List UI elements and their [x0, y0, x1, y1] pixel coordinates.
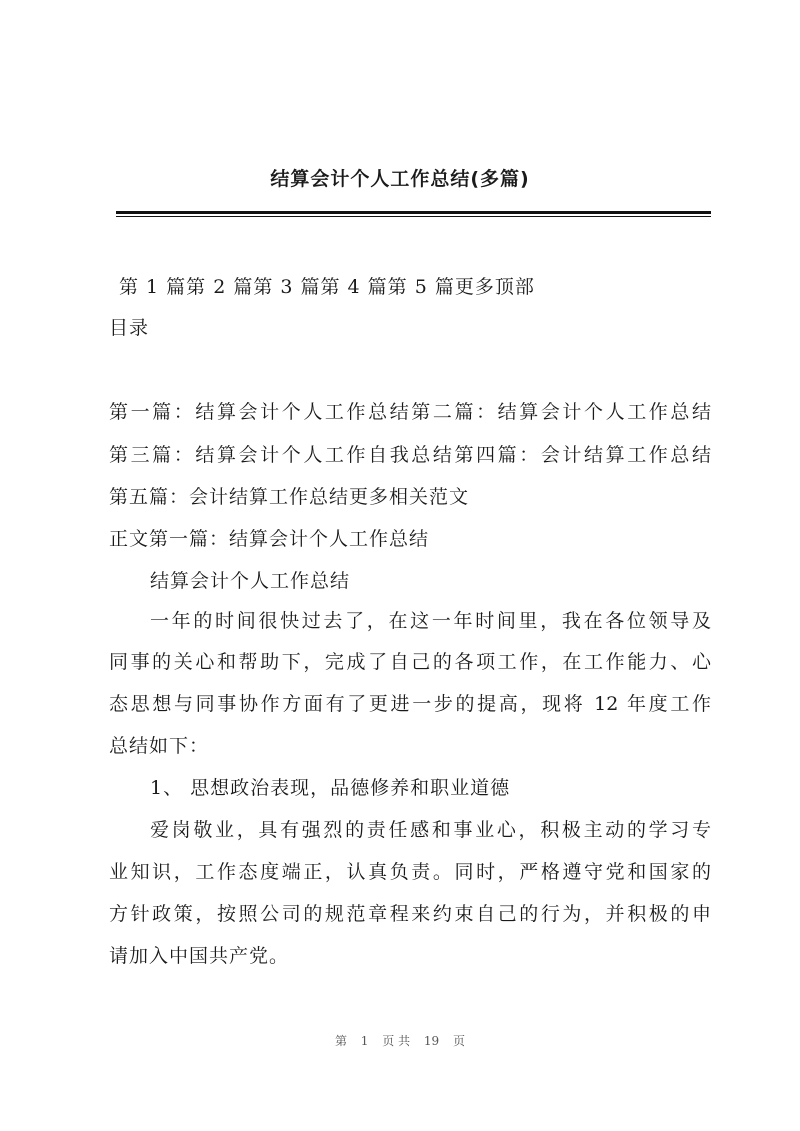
paragraph-line: 方针政策，按照公司的规范章程来约束自己的行为，并积极的申	[109, 903, 711, 925]
document-title: 结算会计个人工作总结(多篇)	[270, 168, 530, 190]
footer-total-pages: 19	[423, 1034, 440, 1048]
paragraph-line: 请加入中国共产党。	[109, 945, 290, 967]
title-rule-thin	[116, 216, 711, 217]
page-footer	[0, 1032, 800, 1050]
footer-word-pages: 页	[453, 1034, 466, 1048]
footer-word-of: 页 共	[382, 1034, 411, 1048]
nav-links[interactable]: 第 1 篇第 2 篇第 3 篇第 4 篇第 5 篇更多顶部	[119, 276, 535, 298]
footer-word-page: 第	[334, 1034, 347, 1048]
paragraph-line: 爱岗敬业，具有强烈的责任感和事业心，积极主动的学习专	[150, 819, 711, 841]
paragraph-line: 同事的关心和帮助下，完成了自己的各项工作，在工作能力、心	[109, 651, 711, 673]
section-heading: 1、 思想政治表现，品德修养和职业道德	[150, 777, 511, 799]
toc-line[interactable]: 第五篇：会计结算工作总结更多相关范文	[109, 486, 470, 508]
toc-line[interactable]: 第三篇：结算会计个人工作自我总结第四篇：会计结算工作总结	[109, 444, 711, 466]
sub-heading: 结算会计个人工作总结	[150, 570, 351, 592]
toc-heading: 目录	[109, 317, 150, 339]
title-rule-thick	[116, 211, 711, 214]
paragraph-line: 态思想与同事协作方面有了更进一步的提高，现将 12 年度工作	[109, 693, 711, 715]
body-heading: 正文第一篇：结算会计个人工作总结	[109, 528, 430, 550]
paragraph-line: 业知识，工作态度端正，认真负责。同时，严格遵守党和国家的	[109, 861, 711, 883]
paragraph-line: 一年的时间很快过去了，在这一年时间里，我在各位领导及	[150, 610, 711, 632]
toc-line[interactable]: 第一篇：结算会计个人工作总结第二篇：结算会计个人工作总结	[109, 401, 711, 423]
footer-current-page: 1	[360, 1034, 369, 1048]
paragraph-line: 总结如下：	[109, 735, 210, 757]
